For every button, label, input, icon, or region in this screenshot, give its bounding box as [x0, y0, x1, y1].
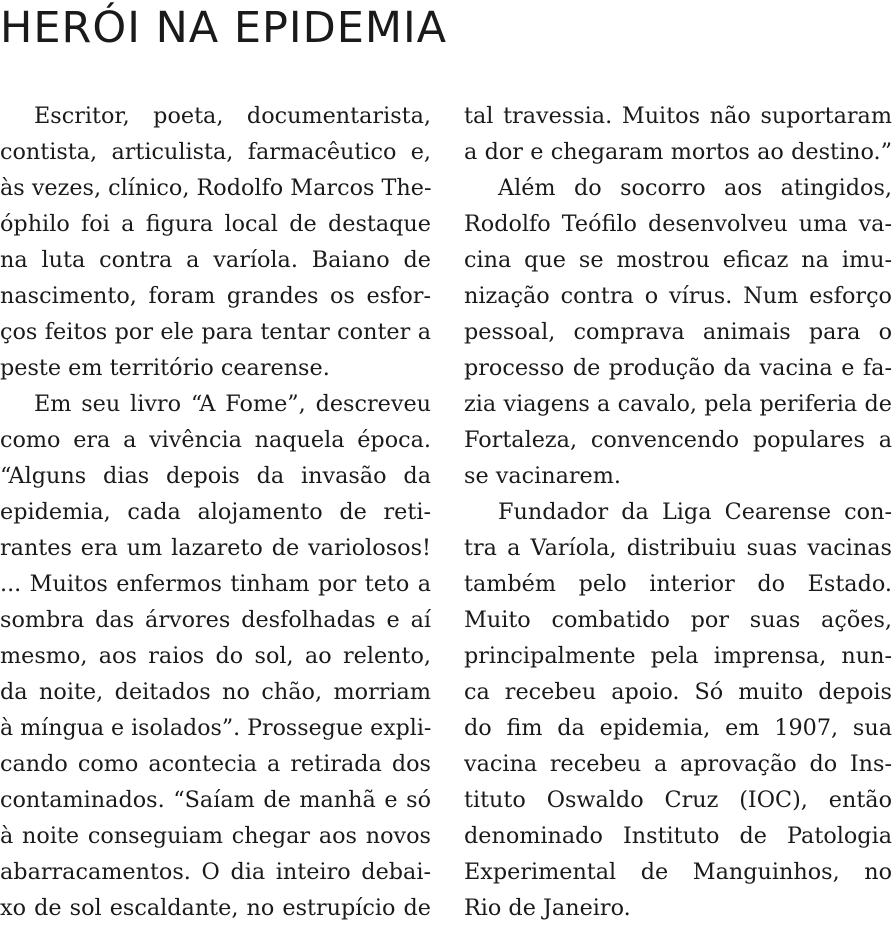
text-column-left [0, 98, 431, 926]
text-line: peste em território cearense. [0, 355, 330, 381]
text-line: zia viagens a cavalo, pela periferia de [464, 391, 892, 417]
text-line: do fim da epidemia, em 1907, sua [464, 715, 892, 741]
text-line: “Alguns dias depois da invasão da [0, 463, 431, 489]
text-line: processo de produção da vacina e fa- [464, 355, 892, 381]
text-line: à míngua e isolados”. Prossegue expli- [0, 715, 432, 741]
text-line: denominado Instituto de Patologia [464, 823, 892, 849]
text-line: tra a Varíola, distribuiu suas vacinas [464, 535, 892, 561]
text-line: Muito combatido por suas ações, [464, 607, 892, 633]
text-line: vacina recebeu a aprovação do Ins- [464, 751, 892, 777]
text-line: Escritor, poeta, documentarista, [34, 103, 431, 129]
text-line: nascimento, foram grandes os esfor- [0, 283, 431, 309]
text-line: mesmo, aos raios do sol, ao relento, [0, 643, 431, 669]
text-line: às vezes, clínico, Rodolfo Marcos The- [0, 175, 432, 201]
text-line: xo de sol escaldante, no estrupício de [0, 895, 431, 921]
text-line: tituto Oswaldo Cruz (IOC), então [464, 787, 892, 813]
article-title: HERÓI NA EPIDEMIA [0, 3, 448, 53]
text-line: pessoal, comprava animais para o [464, 319, 892, 345]
text-line: principalmente pela imprensa, nun- [464, 643, 892, 669]
text-line: da noite, deitados no chão, morriam [0, 679, 431, 705]
text-line: a dor e chegaram mortos ao destino.” [464, 139, 892, 165]
text-line: contaminados. “Saíam de manhã e só [0, 787, 431, 813]
text-line: Em seu livro “A Fome”, descreveu [34, 391, 431, 417]
text-line: nização contra o vírus. Num esforço [464, 283, 892, 309]
text-line: cina que se mostrou eficaz na imu- [464, 247, 892, 273]
text-line: se vacinarem. [464, 463, 621, 489]
text-line: Fortaleza, convencendo populares a [464, 427, 892, 453]
text-line: Fundador da Liga Cearense con- [498, 499, 892, 525]
text-line: também pelo interior do Estado. [464, 571, 892, 597]
text-line: ços feitos por ele para tentar conter a [0, 319, 431, 345]
text-line: como era a vivência naquela época. [0, 427, 431, 453]
text-line: à noite conseguiam chegar aos novos [0, 823, 431, 849]
text-line: cando como acontecia a retirada dos [0, 751, 431, 777]
text-line: ... Muitos enfermos tinham por teto a [0, 571, 431, 597]
text-line: contista, articulista, farmacêutico e, [0, 139, 431, 165]
text-line: tal travessia. Muitos não suportaram [464, 103, 892, 129]
text-line: epidemia, cada alojamento de reti- [0, 499, 431, 525]
text-line: Rodolfo Teófilo desenvolveu uma va- [464, 211, 892, 237]
text-column-right [464, 98, 892, 926]
text-line: na luta contra a varíola. Baiano de [0, 247, 431, 273]
text-line: ca recebeu apoio. Só muito depois [464, 679, 892, 705]
text-line: óphilo foi a figura local de destaque [0, 211, 431, 237]
text-line: Experimental de Manguinhos, no [464, 859, 892, 885]
text-line: Rio de Janeiro. [464, 895, 631, 921]
text-line: Além do socorro aos atingidos, [498, 175, 892, 201]
text-line: abarracamentos. O dia inteiro debai- [0, 859, 431, 885]
text-line: sombra das árvores desfolhadas e aí [0, 607, 431, 633]
text-line: rantes era um lazareto de variolosos! [0, 535, 431, 561]
